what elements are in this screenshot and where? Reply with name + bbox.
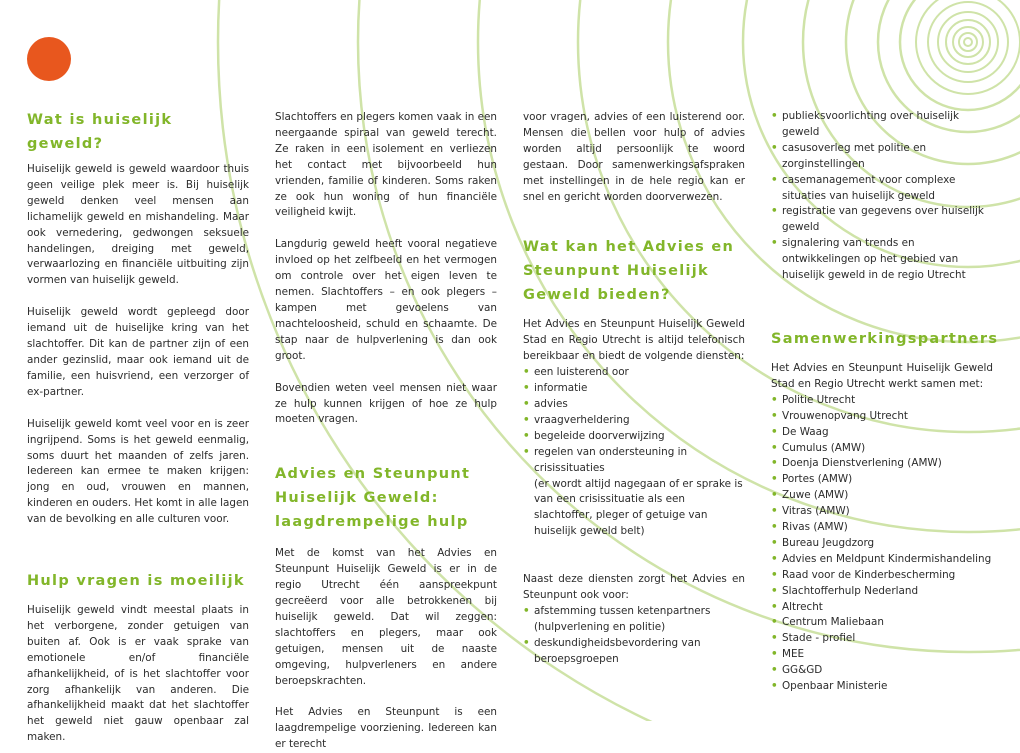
- partner-item: • Stade - profiel: [771, 631, 993, 647]
- paragraph: Bovendien weten veel mensen niet waar ze hulp kunnen krijgen of hoe ze hulp moeten vragen.: [275, 381, 497, 426]
- list-item: • casusoverleg met politie en zorginstellingen: [771, 141, 993, 173]
- orange-dot: [27, 37, 71, 81]
- list-item-note: (er wordt altijd nagegaan of er sprake is van een crisissituatie als een slachtoffer, pleger of getuige van huiselijk geweld belt): [534, 477, 743, 538]
- paragraph: Het Advies en Steunpunt Huiselijk Geweld Stad en Regio Utrecht is altijd telefonisch bereikbaar en biedt de volgende diensten:: [523, 318, 745, 363]
- spiral-ring: [959, 33, 977, 51]
- column-1: [27, 108, 249, 746]
- column-3: [523, 110, 745, 668]
- paragraph: Huiselijk geweld wordt gepleegd door iemand uit de huiselijke kring van het slachtoffer. Dit kan de partner zijn of een ander gezinslid, maar ook iemand uit de familie, een huisvriend, een verzorger of ex-partner.: [27, 306, 249, 398]
- list-item: • casemanagement voor complexe situaties van huiselijk geweld: [771, 173, 993, 205]
- heading-samenwerkingspartners: Samenwerkingspartners: [771, 330, 999, 347]
- paragraph: Het Advies en Steunpunt Huiselijk Geweld Stad en Regio Utrecht werkt samen met:: [771, 361, 993, 390]
- heading-wat-is-huiselijk-geweld: Wat is huiselijk geweld?: [27, 112, 173, 152]
- partner-item: • GG&GD: [771, 663, 993, 679]
- partner-item: • Centrum Maliebaan: [771, 615, 993, 631]
- partner-item: • Portes (AMW): [771, 472, 993, 488]
- heading-hulp-vragen: Hulp vragen is moeilijk: [27, 573, 245, 590]
- partner-item: • Raad voor de Kinderbescherming: [771, 568, 993, 584]
- list-item: • publieksvoorlichting over huiselijk geweld: [771, 109, 993, 141]
- partner-item: • Vitras (AMW): [771, 504, 993, 520]
- column-2: [275, 110, 497, 753]
- list-item: • begeleide doorverwijzing: [523, 429, 745, 445]
- extra-services-list: [523, 604, 745, 668]
- services-list: [523, 365, 745, 540]
- partner-item: • Doenja Dienstverlening (AMW): [771, 456, 993, 472]
- heading-advies-en-steunpunt: Advies en Steunpunt Huiselijk Geweld: laagdrempelige hulp: [275, 466, 471, 531]
- list-item: • deskundigheidsbevordering van beroepsgroepen: [523, 636, 745, 668]
- paragraph: Naast deze diensten zorgt het Advies en Steunpunt ook voor:: [523, 573, 745, 602]
- partner-item: • Altrecht: [771, 600, 993, 616]
- partner-item: • Cumulus (AMW): [771, 441, 993, 457]
- list-item: • vraagverheldering: [523, 413, 745, 429]
- list-item: • signalering van trends en ontwikkelingen op het gebied van huiselijk geweld in de regio Utrecht: [771, 236, 993, 284]
- partner-item: • Slachtofferhulp Nederland: [771, 584, 993, 600]
- spiral-ring: [964, 38, 972, 46]
- paragraph: Huiselijk geweld vindt meestal plaats in het verborgene, zonder getuigen van buiten af. Ook is er vaak sprake van emotionele en/of financiële afhankelijkheid, of is het slachtoffer voor zorg afhankelijk van anderen. Die afhankelijkheid maakt dat het slachtoffer het geweld niet gauw openbaar zal maken.: [27, 604, 249, 744]
- paragraph: voor vragen, advies of een luisterend oor. Mensen die bellen voor hulp of advies worden altijd persoonlijk te woord gestaan. Door samenwerkingsafspraken met instellingen in de hele regio kan er snel en gericht worden doorverwezen.: [523, 111, 745, 203]
- list-item: [523, 445, 745, 540]
- partner-item: • Advies en Meldpunt Kindermishandeling: [771, 552, 993, 568]
- partner-item: • Zuwe (AMW): [771, 488, 993, 504]
- list-item: • advies: [523, 397, 745, 413]
- heading-wat-kan-het: Wat kan het Advies en Steunpunt Huiselijk Geweld bieden?: [523, 239, 735, 304]
- partner-item: • Rivas (AMW): [771, 520, 993, 536]
- partner-item: • Politie Utrecht: [771, 393, 993, 409]
- list-item: • registratie van gegevens over huiselijk geweld: [771, 204, 993, 236]
- paragraph: Met de komst van het Advies en Steunpunt Huiselijk Geweld is er in de regio Utrecht één aanspreekpunt gecreëerd voor alle betrokkenen bij huiselijk geweld. Dat wil zeggen: slachtoffers en plegers, maar ook getuigen, mensen uit de naaste omgeving, hulpverleners en andere beroepskrachten.: [275, 547, 497, 687]
- list-item: • een luisterend oor: [523, 365, 745, 381]
- partner-item: • MEE: [771, 647, 993, 663]
- spiral-ring: [953, 27, 983, 57]
- partner-item: • Vrouwenopvang Utrecht: [771, 409, 993, 425]
- extra-services-list-continued: [771, 109, 993, 284]
- paragraph: Slachtoffers en plegers komen vaak in een neergaande spiraal van geweld terecht. Ze raken in een isolement en verliezen het contact met bijvoorbeeld hun vrienden, familie of kinderen. Soms raken ze ook hun woning of hun financiële veiligheid kwijt.: [275, 111, 498, 219]
- list-item-text: regelen van ondersteuning in crisissituaties: [534, 445, 688, 474]
- paragraph: Het Advies en Steunpunt is een laagdrempelige voorziening. Iedereen kan er terecht: [275, 706, 497, 751]
- paragraph: Langdurig geweld heeft vooral negatieve invloed op het zelfbeeld en het vermogen om controle over het eigen leven te nemen. Slachtoffers – en ook plegers – kampen met gevoelens van machteloosheid, schuld en schaamte. De stap naar de hulpverlening is dan ook groot.: [275, 238, 497, 362]
- spiral-ring: [928, 2, 1008, 82]
- list-item: • afstemming tussen ketenpartners (hulpverlening en politie): [523, 604, 745, 636]
- paragraph: Huiselijk geweld is geweld waardoor thuis geen veilige plek meer is. Bij huiselijk geweld denken veel mensen aan lichamelijk geweld en mishandeling. Maar ook vernedering, gedwongen seksuele handelingen, dreiging met geweld, verwaarlozing en financiële uitbuiting zijn vormen van huiselijk geweld.: [27, 163, 249, 287]
- partner-item: • De Waag: [771, 425, 993, 441]
- column-4: [771, 109, 999, 695]
- partners-list: [771, 393, 993, 695]
- partner-item: • Bureau Jeugdzorg: [771, 536, 993, 552]
- partner-item: • Openbaar Ministerie: [771, 679, 993, 695]
- paragraph: Huiselijk geweld komt veel voor en is zeer ingrijpend. Soms is het geweld eenmalig, soms duurt het maanden of zelfs jaren. Iedereen kan ermee te maken krijgen: jong en oud, vrouwen en mannen, kinderen en ouders. Het komt in alle lagen van de bevolking en alle culturen voor.: [27, 417, 249, 526]
- list-item: • informatie: [523, 381, 745, 397]
